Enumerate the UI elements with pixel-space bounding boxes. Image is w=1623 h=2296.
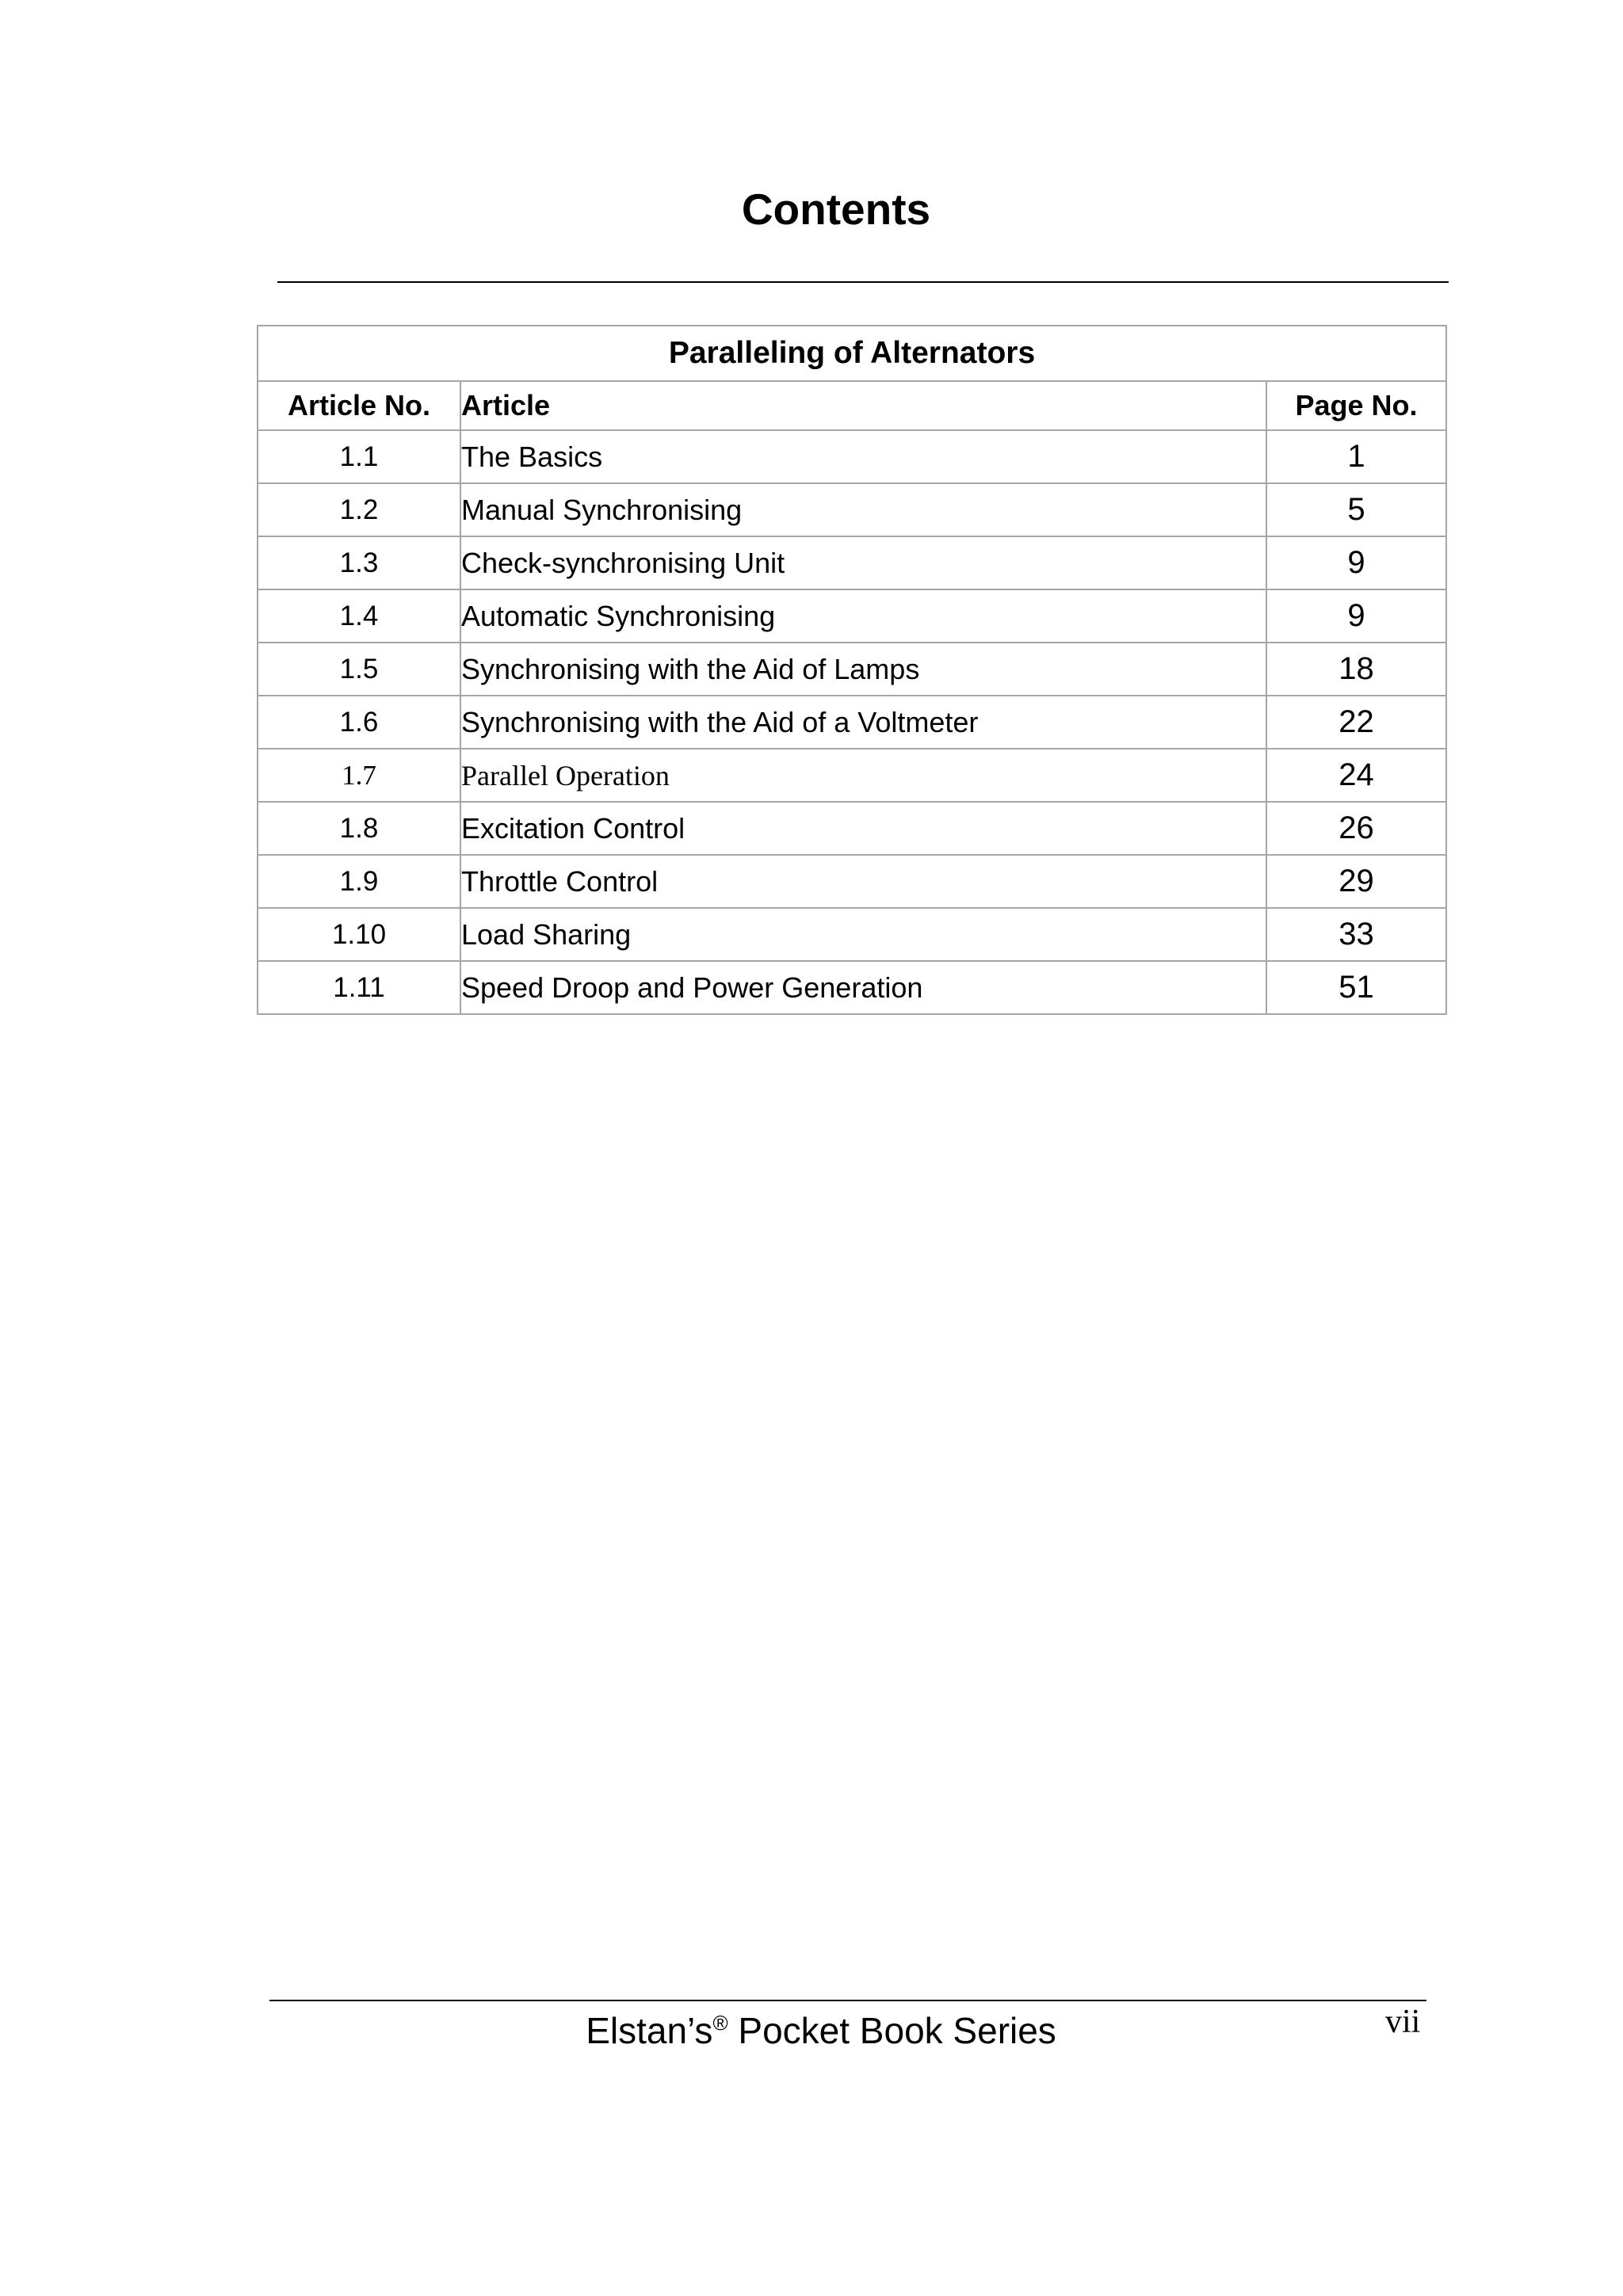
footer-divider bbox=[269, 2000, 1426, 2001]
article-title: Synchronising with the Aid of a Voltmeter bbox=[460, 696, 1266, 749]
table-row bbox=[258, 643, 1446, 696]
table-row bbox=[258, 430, 1446, 483]
table-row bbox=[258, 961, 1446, 1014]
article-number: 1.5 bbox=[258, 643, 460, 696]
page-number-cell: 9 bbox=[1266, 536, 1446, 589]
footer-series-title bbox=[0, 2009, 1623, 2052]
article-number: 1.1 bbox=[258, 430, 460, 483]
header-article: Article bbox=[460, 381, 1266, 430]
header-page-no: Page No. bbox=[1266, 381, 1446, 430]
article-title: Parallel Operation bbox=[460, 749, 1266, 802]
article-number: 1.2 bbox=[258, 483, 460, 536]
article-number: 1.7 bbox=[258, 749, 460, 802]
page-number-cell: 22 bbox=[1266, 696, 1446, 749]
table-row bbox=[258, 802, 1446, 855]
page-number-cell: 51 bbox=[1266, 961, 1446, 1014]
article-title: Check-synchronising Unit bbox=[460, 536, 1266, 589]
article-number: 1.11 bbox=[258, 961, 460, 1014]
page-number-cell: 26 bbox=[1266, 802, 1446, 855]
article-number: 1.8 bbox=[258, 802, 460, 855]
article-number: 1.10 bbox=[258, 908, 460, 961]
title-divider bbox=[277, 281, 1449, 283]
page-title: Contents bbox=[741, 185, 931, 234]
article-title: The Basics bbox=[460, 430, 1266, 483]
table-row bbox=[258, 696, 1446, 749]
table-row bbox=[258, 589, 1446, 643]
page-number: vii bbox=[1385, 2004, 1421, 2040]
section-heading: Paralleling of Alternators bbox=[258, 326, 1446, 381]
table-row bbox=[258, 483, 1446, 536]
table-row bbox=[258, 855, 1446, 908]
article-title: Load Sharing bbox=[460, 908, 1266, 961]
page-number-cell: 5 bbox=[1266, 483, 1446, 536]
header-article-no: Article No. bbox=[258, 381, 460, 430]
article-title: Manual Synchronising bbox=[460, 483, 1266, 536]
article-number: 1.3 bbox=[258, 536, 460, 589]
table-row bbox=[258, 749, 1446, 802]
article-number: 1.6 bbox=[258, 696, 460, 749]
page-number-cell: 33 bbox=[1266, 908, 1446, 961]
contents-table bbox=[257, 325, 1447, 1015]
article-title: Synchronising with the Aid of Lamps bbox=[460, 643, 1266, 696]
article-title: Excitation Control bbox=[460, 802, 1266, 855]
table-row bbox=[258, 536, 1446, 589]
page-number-cell: 18 bbox=[1266, 643, 1446, 696]
registered-mark: ® bbox=[712, 2011, 728, 2035]
footer-series: Pocket Book Series bbox=[727, 2010, 1056, 2051]
page-number-cell: 29 bbox=[1266, 855, 1446, 908]
page-number-cell: 24 bbox=[1266, 749, 1446, 802]
article-number: 1.9 bbox=[258, 855, 460, 908]
page-number-cell: 9 bbox=[1266, 589, 1446, 643]
table-header-row bbox=[258, 381, 1446, 430]
table-row bbox=[258, 908, 1446, 961]
page-number-cell: 1 bbox=[1266, 430, 1446, 483]
article-title: Speed Droop and Power Generation bbox=[460, 961, 1266, 1014]
article-title: Throttle Control bbox=[460, 855, 1266, 908]
footer-brand: Elstan’s bbox=[586, 2010, 713, 2051]
article-number: 1.4 bbox=[258, 589, 460, 643]
article-title: Automatic Synchronising bbox=[460, 589, 1266, 643]
